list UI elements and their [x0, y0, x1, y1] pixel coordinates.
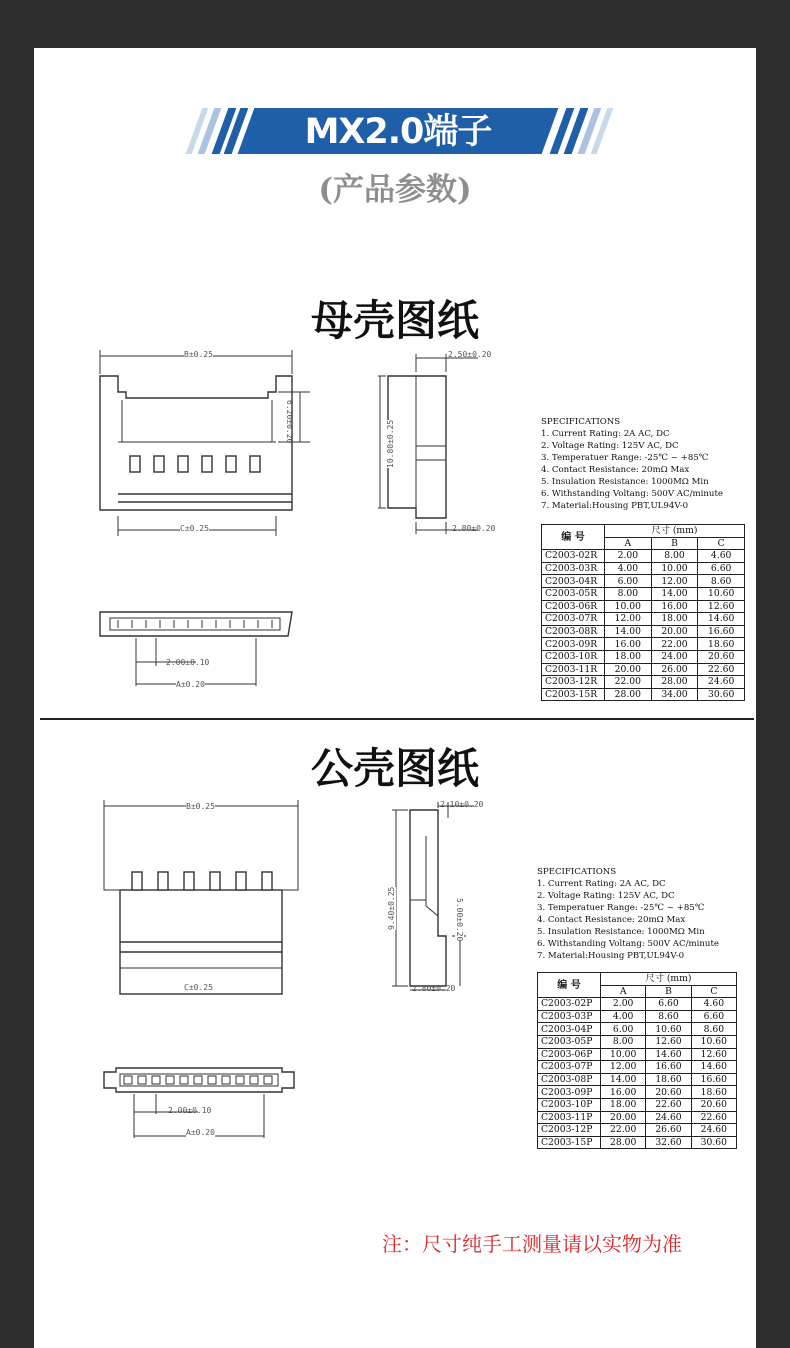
table-row	[538, 1061, 737, 1074]
male-dim-pitch: 2.00±0.10	[168, 1106, 212, 1115]
table-row	[542, 587, 745, 600]
table-row	[538, 1086, 737, 1099]
dimension-cell: 12.60	[691, 1048, 736, 1061]
table-row	[542, 575, 745, 588]
dimension-cell: 18.60	[698, 638, 745, 651]
dimension-cell: 22.00	[601, 1124, 646, 1137]
dimension-cell: 16.60	[698, 625, 745, 638]
dimension-cell: 24.60	[698, 676, 745, 689]
part-number-cell: C2003-10R	[542, 650, 605, 663]
spec-line: 6. Withstanding Voltang: 500V AC/minute	[537, 939, 719, 949]
dimension-cell: 22.60	[646, 1098, 691, 1111]
dimension-cell: 34.00	[651, 688, 698, 701]
table-row	[542, 562, 745, 575]
part-number-cell: C2003-04R	[542, 575, 605, 588]
part-number-cell: C2003-11P	[538, 1111, 601, 1124]
dimension-cell: 6.60	[691, 1010, 736, 1023]
dimension-cell: 8.60	[646, 1010, 691, 1023]
part-number-cell: C2003-11R	[542, 663, 605, 676]
part-number-cell: C2003-08P	[538, 1073, 601, 1086]
dimension-cell: 28.00	[651, 676, 698, 689]
dimension-cell: 8.60	[698, 575, 745, 588]
female-dim-b: B±0.25	[184, 350, 213, 359]
dimension-cell: 16.60	[691, 1073, 736, 1086]
dimension-cell: 20.00	[601, 1111, 646, 1124]
part-number-cell: C2003-03P	[538, 1010, 601, 1023]
spec-line: 3. Temperatuer Range: -25℃ ~ +85℃	[537, 903, 705, 913]
female-dim-a: A±0.20	[176, 680, 205, 689]
table-row	[542, 663, 745, 676]
table-row	[542, 625, 745, 638]
male-dim-c: C±0.25	[184, 983, 213, 992]
spec-heading: SPECIFICATIONS	[537, 867, 617, 877]
dimension-cell: 14.00	[605, 625, 652, 638]
dimension-cell: 16.00	[651, 600, 698, 613]
table-header-b: B	[651, 537, 698, 550]
dimension-cell: 18.00	[601, 1098, 646, 1111]
measurement-note: 注：尺寸纯手工测量请以实物为准	[382, 1232, 682, 1256]
dimension-cell: 26.00	[651, 663, 698, 676]
female-table-body	[542, 550, 745, 701]
female-dim-h: 6.20±0.20	[285, 400, 294, 444]
male-dimension-table	[537, 972, 737, 1149]
table-row	[538, 1111, 737, 1124]
dimension-cell: 12.00	[601, 1061, 646, 1074]
dimension-cell: 8.00	[651, 550, 698, 563]
female-dim-height: 10.80±0.25	[386, 419, 395, 468]
dimension-cell: 18.00	[651, 613, 698, 626]
dimension-cell: 10.00	[601, 1048, 646, 1061]
table-row	[538, 1124, 737, 1137]
part-number-cell: C2003-08R	[542, 625, 605, 638]
female-dim-pitch: 2.00±0.10	[166, 658, 210, 667]
male-table-body	[538, 998, 737, 1149]
spec-line: 5. Insulation Resistance: 1000MΩ Min	[541, 477, 709, 487]
part-number-cell: C2003-07P	[538, 1061, 601, 1074]
part-number-cell: C2003-06R	[542, 600, 605, 613]
page-subtitle: (产品参数)	[318, 172, 472, 208]
table-header-size: 尺寸 (mm)	[605, 525, 745, 538]
dimension-cell: 12.60	[698, 600, 745, 613]
part-number-cell: C2003-15R	[542, 688, 605, 701]
dimension-cell: 14.60	[646, 1048, 691, 1061]
table-row	[538, 1010, 737, 1023]
dimension-cell: 4.00	[601, 1010, 646, 1023]
part-number-cell: C2003-09R	[542, 638, 605, 651]
table-row	[542, 613, 745, 626]
dimension-cell: 12.60	[646, 1035, 691, 1048]
dimension-cell: 16.00	[601, 1086, 646, 1099]
dimension-cell: 14.60	[691, 1061, 736, 1074]
section-divider	[40, 718, 754, 720]
dimension-cell: 4.60	[698, 550, 745, 563]
dimension-cell: 12.00	[605, 613, 652, 626]
part-number-cell: C2003-15P	[538, 1136, 601, 1149]
dimension-cell: 6.60	[646, 998, 691, 1011]
part-number-cell: C2003-07R	[542, 613, 605, 626]
dimension-cell: 28.00	[601, 1136, 646, 1149]
spec-line: 1. Current Rating: 2A AC, DC	[537, 879, 666, 889]
dimension-cell: 24.60	[646, 1111, 691, 1124]
table-header-c: C	[691, 985, 736, 998]
part-number-cell: C2003-05R	[542, 587, 605, 600]
part-number-cell: C2003-02P	[538, 998, 601, 1011]
male-section-title: 公壳图纸	[310, 744, 479, 793]
spec-line: 6. Withstanding Voltang: 500V AC/minute	[541, 489, 723, 499]
dimension-cell: 20.00	[651, 625, 698, 638]
female-specifications	[541, 416, 723, 512]
spec-line: 1. Current Rating: 2A AC, DC	[541, 429, 670, 439]
dimension-cell: 14.00	[601, 1073, 646, 1086]
table-row	[542, 550, 745, 563]
spec-line: 4. Contact Resistance: 20mΩ Max	[537, 915, 686, 925]
dimension-cell: 12.00	[651, 575, 698, 588]
part-number-cell: C2003-04P	[538, 1023, 601, 1036]
dimension-cell: 22.00	[651, 638, 698, 651]
female-dim-depth: 2.50±0.20	[448, 350, 492, 359]
dimension-cell: 10.60	[698, 587, 745, 600]
spec-heading: SPECIFICATIONS	[541, 417, 621, 427]
female-dimension-table	[541, 524, 745, 701]
female-dim-bottom: 2.80±0.20	[452, 524, 496, 533]
table-header-a: A	[605, 537, 652, 550]
spec-line: 2. Voltage Rating: 125V AC, DC	[537, 891, 675, 901]
male-dim-a: A±0.20	[186, 1128, 215, 1137]
part-number-cell: C2003-10P	[538, 1098, 601, 1111]
male-dim-b: B±0.25	[186, 802, 215, 811]
spec-line: 2. Voltage Rating: 125V AC, DC	[541, 441, 679, 451]
dimension-cell: 6.00	[605, 575, 652, 588]
table-row	[538, 1098, 737, 1111]
table-header-size: 尺寸 (mm)	[601, 973, 737, 986]
spec-line: 5. Insulation Resistance: 1000MΩ Min	[537, 927, 705, 937]
table-header-b: B	[646, 985, 691, 998]
table-row	[538, 1073, 737, 1086]
dimension-cell: 20.60	[646, 1086, 691, 1099]
dimension-cell: 14.00	[651, 587, 698, 600]
dimension-cell: 10.60	[691, 1035, 736, 1048]
dimension-cell: 30.60	[691, 1136, 736, 1149]
spec-line: 7. Material:Housing PBT,UL94V-0	[537, 951, 685, 961]
part-number-cell: C2003-12P	[538, 1124, 601, 1137]
table-row	[538, 1136, 737, 1149]
table-row	[538, 1048, 737, 1061]
dimension-cell: 8.00	[605, 587, 652, 600]
table-row	[538, 998, 737, 1011]
dimension-cell: 24.00	[651, 650, 698, 663]
dimension-cell: 20.00	[605, 663, 652, 676]
table-row	[538, 1035, 737, 1048]
table-header-a: A	[601, 985, 646, 998]
dimension-cell: 18.60	[691, 1086, 736, 1099]
spec-line: 7. Material:Housing PBT,UL94V-0	[541, 501, 689, 511]
table-row	[542, 688, 745, 701]
dimension-cell: 14.60	[698, 613, 745, 626]
dimension-cell: 18.00	[605, 650, 652, 663]
dimension-cell: 16.00	[605, 638, 652, 651]
male-specifications	[537, 866, 719, 962]
table-row	[542, 638, 745, 651]
dimension-cell: 4.00	[605, 562, 652, 575]
male-dim-bottom: 2.80±0.20	[412, 984, 456, 993]
dimension-cell: 4.60	[691, 998, 736, 1011]
male-dim-inner: 5.00±0.20	[455, 898, 464, 942]
dimension-cell: 16.60	[646, 1061, 691, 1074]
table-row	[538, 1023, 737, 1036]
table-header-c: C	[698, 537, 745, 550]
part-number-cell: C2003-12R	[542, 676, 605, 689]
female-dim-c: C±0.25	[180, 524, 209, 533]
male-front-view-drawing	[94, 796, 314, 996]
dimension-cell: 24.60	[691, 1124, 736, 1137]
female-section-title: 母壳图纸	[310, 296, 479, 345]
dimension-cell: 32.60	[646, 1136, 691, 1149]
part-number-cell: C2003-02R	[542, 550, 605, 563]
dimension-cell: 10.00	[651, 562, 698, 575]
dimension-cell: 18.60	[646, 1073, 691, 1086]
part-number-cell: C2003-09P	[538, 1086, 601, 1099]
dimension-cell: 22.00	[605, 676, 652, 689]
dimension-cell: 10.00	[605, 600, 652, 613]
part-number-cell: C2003-03R	[542, 562, 605, 575]
part-number-cell: C2003-06P	[538, 1048, 601, 1061]
dimension-cell: 20.60	[691, 1098, 736, 1111]
part-number-cell: C2003-05P	[538, 1035, 601, 1048]
dimension-cell: 8.60	[691, 1023, 736, 1036]
dimension-cell: 22.60	[691, 1111, 736, 1124]
male-dim-depth: 2.10±0.20	[440, 800, 484, 809]
title-banner	[34, 108, 756, 158]
dimension-cell: 26.60	[646, 1124, 691, 1137]
product-sheet	[34, 48, 756, 1348]
table-row	[542, 650, 745, 663]
spec-line: 3. Temperatuer Range: -25℃ ~ +85℃	[541, 453, 709, 463]
dimension-cell: 28.00	[605, 688, 652, 701]
table-row	[542, 676, 745, 689]
dimension-cell: 6.00	[601, 1023, 646, 1036]
table-header-code: 编 号	[538, 973, 601, 998]
dimension-cell: 30.60	[698, 688, 745, 701]
dimension-cell: 8.00	[601, 1035, 646, 1048]
dimension-cell: 20.60	[698, 650, 745, 663]
dimension-cell: 2.00	[605, 550, 652, 563]
dimension-cell: 10.60	[646, 1023, 691, 1036]
female-front-view-drawing	[90, 344, 310, 544]
spec-line: 4. Contact Resistance: 20mΩ Max	[541, 465, 690, 475]
table-header-code: 编 号	[542, 525, 605, 550]
table-row	[542, 600, 745, 613]
dimension-cell: 22.60	[698, 663, 745, 676]
page-title: MX2.0端子	[304, 112, 492, 152]
dimension-cell: 6.60	[698, 562, 745, 575]
male-dim-height: 9.40±0.25	[387, 886, 396, 930]
dimension-cell: 2.00	[601, 998, 646, 1011]
